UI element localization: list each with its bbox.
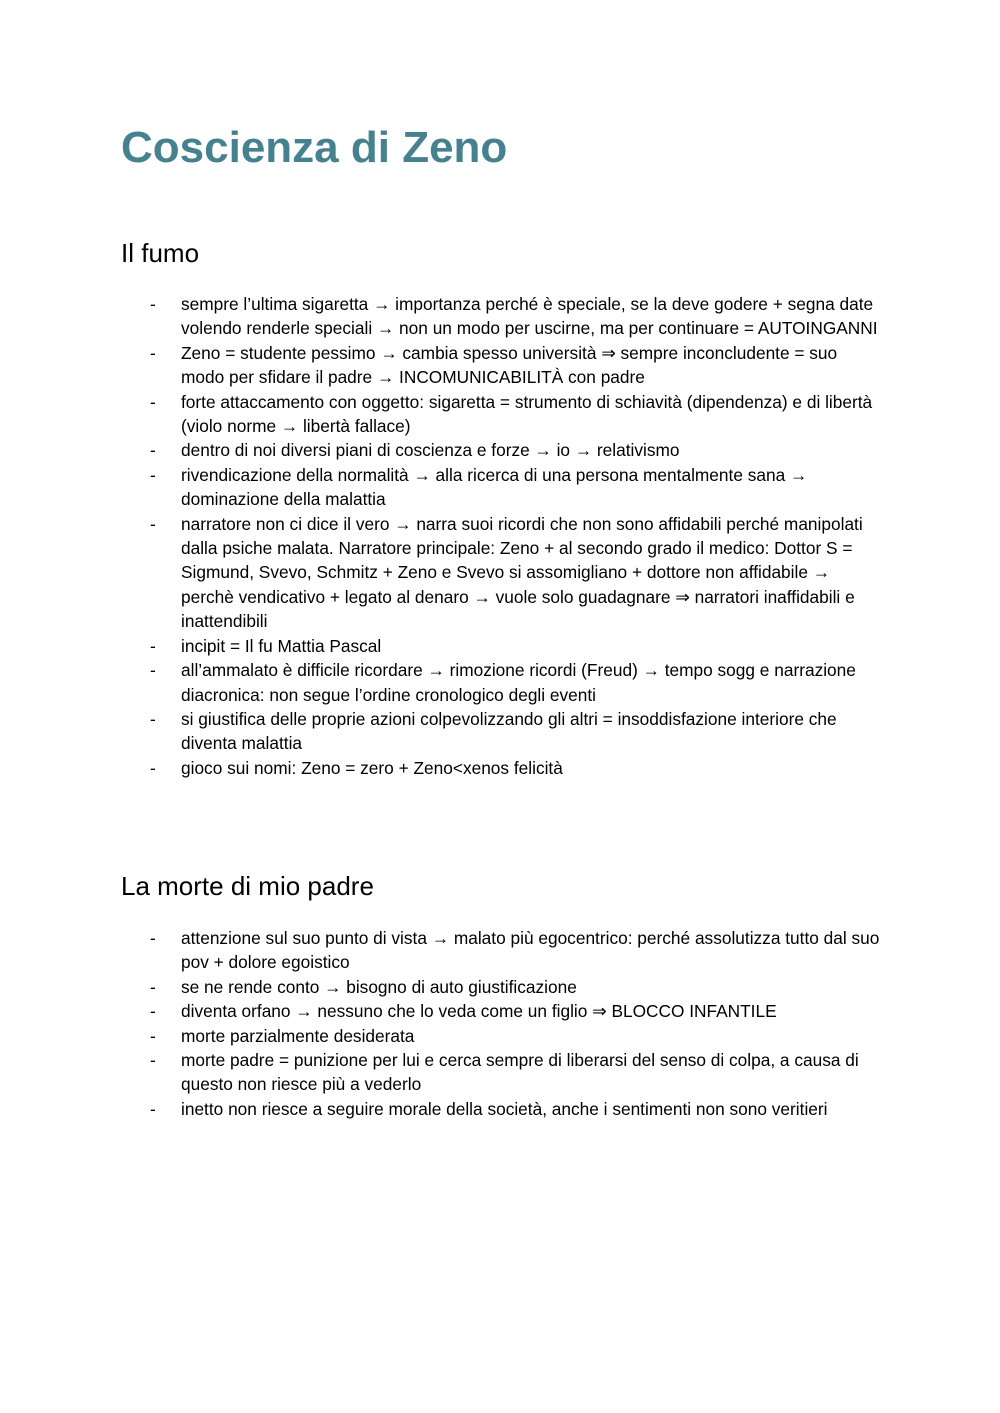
list-item [0, 756, 881, 780]
list-item-text: morte padre = punizione per lui e cerca sempre di liberarsi del senso di colpa, a causa di questo non riesce più a vederlo [181, 1050, 859, 1095]
bullet-list-il-fumo [0, 292, 1000, 780]
list-item [0, 1024, 881, 1048]
list-item-text: se ne rende conto → bisogno di auto giustificazione [181, 976, 577, 997]
bullet-dash: - [150, 513, 156, 534]
list-item [0, 341, 881, 390]
list-item [0, 292, 881, 341]
list-item [0, 707, 881, 756]
bullet-dash: - [150, 391, 156, 412]
bullet-dash: - [150, 928, 156, 948]
bullet-dash: - [150, 1098, 156, 1119]
bullet-dash: - [150, 1001, 156, 1022]
bullet-dash: - [150, 1050, 156, 1071]
list-item-text: sempre l’ultima sigaretta → importanza perché è speciale, se la deve godere + segna date volendo renderle speciali → non un modo per uscirne, ma per continuare = AUTOINGANNI [181, 294, 878, 339]
bullet-dash: - [150, 635, 156, 656]
document-title: Coscienza di Zeno [121, 123, 508, 172]
bullet-dash: - [150, 660, 156, 681]
list-item-text: gioco sui nomi: Zeno = zero + Zeno<xenos felicità [181, 757, 563, 778]
list-item-text: attenzione sul suo punto di vista → malato più egocentrico: perché assolutizza tutto dal suo pov + dolore egoistico [181, 928, 880, 973]
section-heading-la-morte-di-mio-padre: La morte di mio padre [121, 871, 374, 901]
list-item [0, 999, 881, 1023]
bullet-dash: - [150, 464, 156, 485]
bullet-dash: - [150, 757, 156, 778]
list-item-text: si giustifica delle proprie azioni colpevolizzando gli altri = insoddisfazione interiore che diventa malattia [181, 708, 837, 754]
list-item [0, 975, 881, 999]
list-item [0, 1097, 881, 1121]
list-item-text: all’ammalato è difficile ricordare → rimozione ricordi (Freud) → tempo sogg e narrazione diacronica: non segue l’ordine cronologico degli eventi [181, 660, 856, 705]
list-item [0, 658, 881, 707]
bullet-dash: - [150, 294, 156, 314]
list-item [0, 438, 881, 462]
list-item-text: morte parzialmente desiderata [181, 1025, 415, 1046]
bullet-dash: - [150, 1025, 156, 1046]
list-item [0, 463, 881, 512]
list-item [0, 512, 881, 634]
list-item [0, 1048, 881, 1097]
bullet-dash: - [150, 440, 156, 461]
bullet-dash: - [150, 976, 156, 997]
list-item-text: diventa orfano → nessuno che lo veda come un figlio ⇒ BLOCCO INFANTILE [181, 1001, 777, 1022]
bullet-list-la-morte-di-mio-padre [0, 926, 1000, 1121]
list-item-text: rivendicazione della normalità → alla ricerca di una persona mentalmente sana → dominazione della malattia [181, 464, 808, 510]
list-item [0, 926, 881, 975]
bullet-dash: - [150, 342, 156, 363]
list-item-text: forte attaccamento con oggetto: sigaretta = strumento di schiavità (dipendenza) e di libertà (violo norme → libertà fallace) [181, 391, 873, 437]
list-item-text: Zeno = studente pessimo → cambia spesso università ⇒ sempre inconcludente = suo modo per sfidare il padre → INCOMUNICABILITÀ con padre [181, 342, 838, 388]
bullet-dash: - [150, 708, 156, 729]
section-heading-il-fumo: Il fumo [121, 238, 200, 268]
list-item-text: dentro di noi diversi piani di coscienza e forze → io → relativismo [181, 440, 680, 461]
list-item-text: inetto non riesce a seguire morale della società, anche i sentimenti non sono veritieri [181, 1098, 828, 1119]
list-item [0, 634, 881, 658]
list-item-text: narratore non ci dice il vero → narra suoi ricordi che non sono affidabili perché manipolati dalla psiche malata. Narratore principale: Zeno + al secondo grado il medico: Dottor S = Sigmund, Svevo, Schmitz + Zeno e Svevo si assomigliano + dottore non affidabile → perchè vendicativo + legato al denaro → vuole solo guadagnare ⇒ narratori inaffidabili e inattendibili [181, 513, 863, 632]
list-item [0, 390, 881, 439]
list-item-text: incipit = Il fu Mattia Pascal [181, 635, 382, 656]
